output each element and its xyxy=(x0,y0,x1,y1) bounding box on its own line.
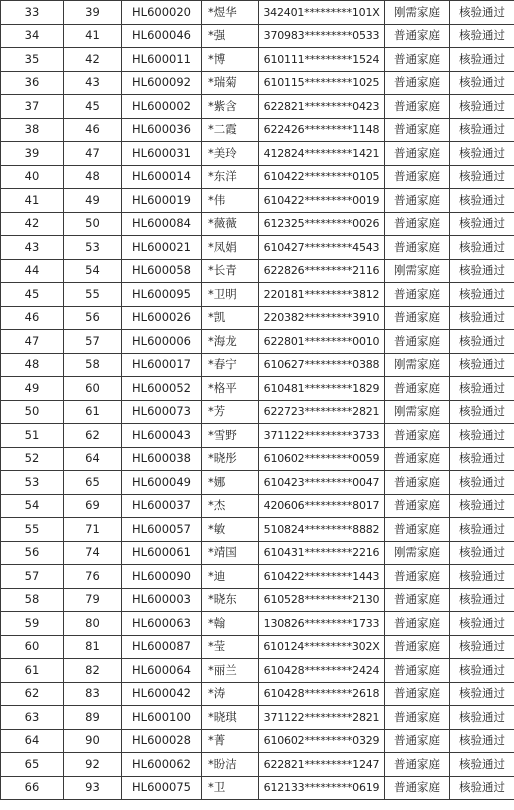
row-index-cell: 66 xyxy=(1,776,64,800)
applicant-name-cell: *凯 xyxy=(202,306,259,330)
family-type-cell: 普通家庭 xyxy=(385,330,450,354)
verification-status-cell: 核验通过 xyxy=(450,729,514,753)
verification-status-cell: 核验通过 xyxy=(450,635,514,659)
verification-status-cell: 核验通过 xyxy=(450,95,514,119)
applicant-name-cell: *博 xyxy=(202,48,259,72)
verification-status-cell: 核验通过 xyxy=(450,494,514,518)
sequence-number-cell: 55 xyxy=(64,283,122,307)
family-type-cell: 普通家庭 xyxy=(385,635,450,659)
id-number-cell: 610431*********2216 xyxy=(259,541,385,565)
id-number-cell: 610115*********1025 xyxy=(259,71,385,95)
family-type-cell: 普通家庭 xyxy=(385,212,450,236)
row-index-cell: 57 xyxy=(1,565,64,589)
row-index-cell: 42 xyxy=(1,212,64,236)
row-index-cell: 52 xyxy=(1,447,64,471)
id-number-cell: 610602*********0329 xyxy=(259,729,385,753)
row-index-cell: 35 xyxy=(1,48,64,72)
verification-status-cell: 核验通过 xyxy=(450,1,514,25)
family-type-cell: 普通家庭 xyxy=(385,24,450,48)
id-number-cell: 371122*********3733 xyxy=(259,424,385,448)
verification-status-cell: 核验通过 xyxy=(450,142,514,166)
id-number-cell: 610422*********0019 xyxy=(259,189,385,213)
table-row xyxy=(1,377,514,401)
id-number-cell: 610423*********0047 xyxy=(259,471,385,495)
table-row xyxy=(1,259,514,283)
verification-status-cell: 核验通过 xyxy=(450,753,514,777)
registration-code-cell: HL600036 xyxy=(122,118,202,142)
registration-code-cell: HL600075 xyxy=(122,776,202,800)
verification-status-cell: 核验通过 xyxy=(450,612,514,636)
family-type-cell: 普通家庭 xyxy=(385,447,450,471)
family-type-cell: 普通家庭 xyxy=(385,706,450,730)
registration-code-cell: HL600073 xyxy=(122,400,202,424)
applicant-name-cell: *娜 xyxy=(202,471,259,495)
applicant-name-cell: *瑞菊 xyxy=(202,71,259,95)
table-row xyxy=(1,753,514,777)
family-type-cell: 普通家庭 xyxy=(385,95,450,119)
table-row xyxy=(1,95,514,119)
verification-status-cell: 核验通过 xyxy=(450,776,514,800)
row-index-cell: 38 xyxy=(1,118,64,142)
family-type-cell: 普通家庭 xyxy=(385,753,450,777)
id-number-cell: 610602*********0059 xyxy=(259,447,385,471)
row-index-cell: 48 xyxy=(1,353,64,377)
verification-status-cell: 核验通过 xyxy=(450,212,514,236)
sequence-number-cell: 81 xyxy=(64,635,122,659)
registration-code-cell: HL600028 xyxy=(122,729,202,753)
registration-code-cell: HL600002 xyxy=(122,95,202,119)
sequence-number-cell: 41 xyxy=(64,24,122,48)
applicant-name-cell: *伟 xyxy=(202,189,259,213)
family-type-cell: 普通家庭 xyxy=(385,118,450,142)
registration-code-cell: HL600084 xyxy=(122,212,202,236)
id-number-cell: 130826*********1733 xyxy=(259,612,385,636)
registration-code-cell: HL600038 xyxy=(122,447,202,471)
row-index-cell: 59 xyxy=(1,612,64,636)
row-index-cell: 65 xyxy=(1,753,64,777)
sequence-number-cell: 74 xyxy=(64,541,122,565)
sequence-number-cell: 47 xyxy=(64,142,122,166)
applicant-name-cell: *雪野 xyxy=(202,424,259,448)
registration-code-cell: HL600090 xyxy=(122,565,202,589)
family-type-cell: 普通家庭 xyxy=(385,424,450,448)
id-number-cell: 612133*********0619 xyxy=(259,776,385,800)
row-index-cell: 39 xyxy=(1,142,64,166)
row-index-cell: 49 xyxy=(1,377,64,401)
family-type-cell: 刚需家庭 xyxy=(385,541,450,565)
table-row xyxy=(1,565,514,589)
registration-code-cell: HL600062 xyxy=(122,753,202,777)
row-index-cell: 40 xyxy=(1,165,64,189)
applicant-name-cell: *格平 xyxy=(202,377,259,401)
verification-status-cell: 核验通过 xyxy=(450,48,514,72)
family-type-cell: 刚需家庭 xyxy=(385,259,450,283)
applicant-name-cell: *芳 xyxy=(202,400,259,424)
sequence-number-cell: 89 xyxy=(64,706,122,730)
table-row xyxy=(1,400,514,424)
registration-code-cell: HL600006 xyxy=(122,330,202,354)
sequence-number-cell: 92 xyxy=(64,753,122,777)
table-row xyxy=(1,118,514,142)
id-number-cell: 622826*********2116 xyxy=(259,259,385,283)
id-number-cell: 610422*********0105 xyxy=(259,165,385,189)
verification-status-cell: 核验通过 xyxy=(450,588,514,612)
applicant-name-cell: *煜华 xyxy=(202,1,259,25)
applicant-table-body xyxy=(1,1,514,800)
id-number-cell: 610422*********1443 xyxy=(259,565,385,589)
verification-status-cell: 核验通过 xyxy=(450,424,514,448)
row-index-cell: 46 xyxy=(1,306,64,330)
id-number-cell: 610428*********2618 xyxy=(259,682,385,706)
family-type-cell: 普通家庭 xyxy=(385,377,450,401)
table-row xyxy=(1,71,514,95)
table-row xyxy=(1,1,514,25)
registration-code-cell: HL600058 xyxy=(122,259,202,283)
sequence-number-cell: 43 xyxy=(64,71,122,95)
applicant-name-cell: *卫 xyxy=(202,776,259,800)
applicant-name-cell: *敏 xyxy=(202,518,259,542)
verification-status-cell: 核验通过 xyxy=(450,71,514,95)
row-index-cell: 51 xyxy=(1,424,64,448)
id-number-cell: 612325*********0026 xyxy=(259,212,385,236)
verification-status-cell: 核验通过 xyxy=(450,236,514,260)
sequence-number-cell: 48 xyxy=(64,165,122,189)
sequence-number-cell: 60 xyxy=(64,377,122,401)
registration-code-cell: HL600043 xyxy=(122,424,202,448)
registration-code-cell: HL600003 xyxy=(122,588,202,612)
family-type-cell: 普通家庭 xyxy=(385,776,450,800)
verification-status-cell: 核验通过 xyxy=(450,24,514,48)
table-row xyxy=(1,330,514,354)
sequence-number-cell: 54 xyxy=(64,259,122,283)
registration-code-cell: HL600057 xyxy=(122,518,202,542)
row-index-cell: 54 xyxy=(1,494,64,518)
applicant-name-cell: *海龙 xyxy=(202,330,259,354)
table-row xyxy=(1,306,514,330)
verification-status-cell: 核验通过 xyxy=(450,447,514,471)
registration-code-cell: HL600095 xyxy=(122,283,202,307)
registration-code-cell: HL600026 xyxy=(122,306,202,330)
registration-code-cell: HL600092 xyxy=(122,71,202,95)
verification-status-cell: 核验通过 xyxy=(450,682,514,706)
registration-code-cell: HL600100 xyxy=(122,706,202,730)
family-type-cell: 普通家庭 xyxy=(385,142,450,166)
registration-code-cell: HL600019 xyxy=(122,189,202,213)
table-row xyxy=(1,447,514,471)
row-index-cell: 41 xyxy=(1,189,64,213)
row-index-cell: 56 xyxy=(1,541,64,565)
table-row xyxy=(1,236,514,260)
sequence-number-cell: 46 xyxy=(64,118,122,142)
applicant-name-cell: *二霞 xyxy=(202,118,259,142)
family-type-cell: 刚需家庭 xyxy=(385,1,450,25)
applicant-name-cell: *菁 xyxy=(202,729,259,753)
sequence-number-cell: 79 xyxy=(64,588,122,612)
sequence-number-cell: 57 xyxy=(64,330,122,354)
sequence-number-cell: 93 xyxy=(64,776,122,800)
verification-status-cell: 核验通过 xyxy=(450,259,514,283)
applicant-name-cell: *迪 xyxy=(202,565,259,589)
table-row xyxy=(1,24,514,48)
family-type-cell: 刚需家庭 xyxy=(385,353,450,377)
verification-status-cell: 核验通过 xyxy=(450,565,514,589)
registration-code-cell: HL600052 xyxy=(122,377,202,401)
applicant-name-cell: *美玲 xyxy=(202,142,259,166)
family-type-cell: 普通家庭 xyxy=(385,48,450,72)
table-row xyxy=(1,189,514,213)
verification-status-cell: 核验通过 xyxy=(450,118,514,142)
verification-status-cell: 核验通过 xyxy=(450,659,514,683)
registration-code-cell: HL600063 xyxy=(122,612,202,636)
table-row xyxy=(1,588,514,612)
sequence-number-cell: 49 xyxy=(64,189,122,213)
id-number-cell: 220181*********3812 xyxy=(259,283,385,307)
applicant-name-cell: *卫明 xyxy=(202,283,259,307)
sequence-number-cell: 65 xyxy=(64,471,122,495)
id-number-cell: 622801*********0010 xyxy=(259,330,385,354)
sequence-number-cell: 56 xyxy=(64,306,122,330)
applicant-name-cell: *凤娟 xyxy=(202,236,259,260)
applicant-name-cell: *晓琪 xyxy=(202,706,259,730)
row-index-cell: 43 xyxy=(1,236,64,260)
id-number-cell: 371122*********2821 xyxy=(259,706,385,730)
table-row xyxy=(1,541,514,565)
verification-status-cell: 核验通过 xyxy=(450,471,514,495)
family-type-cell: 普通家庭 xyxy=(385,659,450,683)
registration-code-cell: HL600014 xyxy=(122,165,202,189)
id-number-cell: 610528*********2130 xyxy=(259,588,385,612)
table-row xyxy=(1,612,514,636)
family-type-cell: 普通家庭 xyxy=(385,165,450,189)
id-number-cell: 622821*********0423 xyxy=(259,95,385,119)
row-index-cell: 61 xyxy=(1,659,64,683)
family-type-cell: 普通家庭 xyxy=(385,518,450,542)
table-row xyxy=(1,659,514,683)
sequence-number-cell: 69 xyxy=(64,494,122,518)
row-index-cell: 58 xyxy=(1,588,64,612)
sequence-number-cell: 58 xyxy=(64,353,122,377)
table-row xyxy=(1,494,514,518)
row-index-cell: 55 xyxy=(1,518,64,542)
id-number-cell: 622426*********1148 xyxy=(259,118,385,142)
applicant-name-cell: *晓彤 xyxy=(202,447,259,471)
applicant-name-cell: *杰 xyxy=(202,494,259,518)
sequence-number-cell: 64 xyxy=(64,447,122,471)
table-row xyxy=(1,165,514,189)
sequence-number-cell: 53 xyxy=(64,236,122,260)
table-row xyxy=(1,706,514,730)
family-type-cell: 普通家庭 xyxy=(385,306,450,330)
registration-code-cell: HL600011 xyxy=(122,48,202,72)
row-index-cell: 37 xyxy=(1,95,64,119)
verification-status-cell: 核验通过 xyxy=(450,706,514,730)
registration-code-cell: HL600031 xyxy=(122,142,202,166)
verification-status-cell: 核验通过 xyxy=(450,353,514,377)
registration-code-cell: HL600021 xyxy=(122,236,202,260)
applicant-name-cell: *强 xyxy=(202,24,259,48)
applicant-name-cell: *莹 xyxy=(202,635,259,659)
row-index-cell: 64 xyxy=(1,729,64,753)
applicant-name-cell: *晓东 xyxy=(202,588,259,612)
row-index-cell: 36 xyxy=(1,71,64,95)
table-row xyxy=(1,424,514,448)
registration-code-cell: HL600037 xyxy=(122,494,202,518)
id-number-cell: 622723*********2821 xyxy=(259,400,385,424)
table-row xyxy=(1,142,514,166)
family-type-cell: 普通家庭 xyxy=(385,236,450,260)
row-index-cell: 63 xyxy=(1,706,64,730)
row-index-cell: 44 xyxy=(1,259,64,283)
table-row xyxy=(1,682,514,706)
applicant-name-cell: *靖国 xyxy=(202,541,259,565)
table-row xyxy=(1,48,514,72)
applicant-name-cell: *紫含 xyxy=(202,95,259,119)
registration-code-cell: HL600064 xyxy=(122,659,202,683)
sequence-number-cell: 76 xyxy=(64,565,122,589)
sequence-number-cell: 71 xyxy=(64,518,122,542)
id-number-cell: 342401*********101X xyxy=(259,1,385,25)
registration-code-cell: HL600046 xyxy=(122,24,202,48)
id-number-cell: 610111*********1524 xyxy=(259,48,385,72)
sequence-number-cell: 50 xyxy=(64,212,122,236)
applicant-name-cell: *薇薇 xyxy=(202,212,259,236)
table-row xyxy=(1,518,514,542)
verification-status-cell: 核验通过 xyxy=(450,283,514,307)
family-type-cell: 普通家庭 xyxy=(385,494,450,518)
sequence-number-cell: 45 xyxy=(64,95,122,119)
family-type-cell: 普通家庭 xyxy=(385,189,450,213)
id-number-cell: 610481*********1829 xyxy=(259,377,385,401)
family-type-cell: 普通家庭 xyxy=(385,283,450,307)
sequence-number-cell: 42 xyxy=(64,48,122,72)
family-type-cell: 普通家庭 xyxy=(385,71,450,95)
applicant-name-cell: *翰 xyxy=(202,612,259,636)
id-number-cell: 622821*********1247 xyxy=(259,753,385,777)
table-row xyxy=(1,353,514,377)
applicant-name-cell: *长青 xyxy=(202,259,259,283)
verification-status-cell: 核验通过 xyxy=(450,189,514,213)
sequence-number-cell: 80 xyxy=(64,612,122,636)
row-index-cell: 45 xyxy=(1,283,64,307)
table-row xyxy=(1,471,514,495)
applicant-name-cell: *春宁 xyxy=(202,353,259,377)
id-number-cell: 220382*********3910 xyxy=(259,306,385,330)
id-number-cell: 420606*********8017 xyxy=(259,494,385,518)
verification-status-cell: 核验通过 xyxy=(450,518,514,542)
sequence-number-cell: 83 xyxy=(64,682,122,706)
applicant-name-cell: *涛 xyxy=(202,682,259,706)
row-index-cell: 53 xyxy=(1,471,64,495)
registration-code-cell: HL600042 xyxy=(122,682,202,706)
table-row xyxy=(1,283,514,307)
id-number-cell: 610124*********302X xyxy=(259,635,385,659)
verification-status-cell: 核验通过 xyxy=(450,400,514,424)
verification-status-cell: 核验通过 xyxy=(450,377,514,401)
family-type-cell: 普通家庭 xyxy=(385,588,450,612)
sequence-number-cell: 61 xyxy=(64,400,122,424)
applicant-name-cell: *东洋 xyxy=(202,165,259,189)
id-number-cell: 370983*********0533 xyxy=(259,24,385,48)
registration-code-cell: HL600017 xyxy=(122,353,202,377)
table-row xyxy=(1,776,514,800)
applicant-name-cell: *盼洁 xyxy=(202,753,259,777)
row-index-cell: 47 xyxy=(1,330,64,354)
sequence-number-cell: 82 xyxy=(64,659,122,683)
table-row xyxy=(1,729,514,753)
family-type-cell: 普通家庭 xyxy=(385,612,450,636)
row-index-cell: 60 xyxy=(1,635,64,659)
registration-code-cell: HL600049 xyxy=(122,471,202,495)
verification-status-cell: 核验通过 xyxy=(450,541,514,565)
id-number-cell: 610428*********2424 xyxy=(259,659,385,683)
registration-code-cell: HL600020 xyxy=(122,1,202,25)
family-type-cell: 普通家庭 xyxy=(385,565,450,589)
registration-code-cell: HL600061 xyxy=(122,541,202,565)
row-index-cell: 34 xyxy=(1,24,64,48)
row-index-cell: 62 xyxy=(1,682,64,706)
verification-status-cell: 核验通过 xyxy=(450,165,514,189)
table-row xyxy=(1,212,514,236)
verification-status-cell: 核验通过 xyxy=(450,306,514,330)
id-number-cell: 610427*********4543 xyxy=(259,236,385,260)
sequence-number-cell: 62 xyxy=(64,424,122,448)
row-index-cell: 33 xyxy=(1,1,64,25)
family-type-cell: 普通家庭 xyxy=(385,471,450,495)
sequence-number-cell: 39 xyxy=(64,1,122,25)
row-index-cell: 50 xyxy=(1,400,64,424)
family-type-cell: 普通家庭 xyxy=(385,682,450,706)
id-number-cell: 510824*********8882 xyxy=(259,518,385,542)
id-number-cell: 610627*********0388 xyxy=(259,353,385,377)
family-type-cell: 普通家庭 xyxy=(385,729,450,753)
id-number-cell: 412824*********1421 xyxy=(259,142,385,166)
applicant-name-cell: *丽兰 xyxy=(202,659,259,683)
registration-code-cell: HL600087 xyxy=(122,635,202,659)
verification-status-cell: 核验通过 xyxy=(450,330,514,354)
sequence-number-cell: 90 xyxy=(64,729,122,753)
table-row xyxy=(1,635,514,659)
family-type-cell: 刚需家庭 xyxy=(385,400,450,424)
